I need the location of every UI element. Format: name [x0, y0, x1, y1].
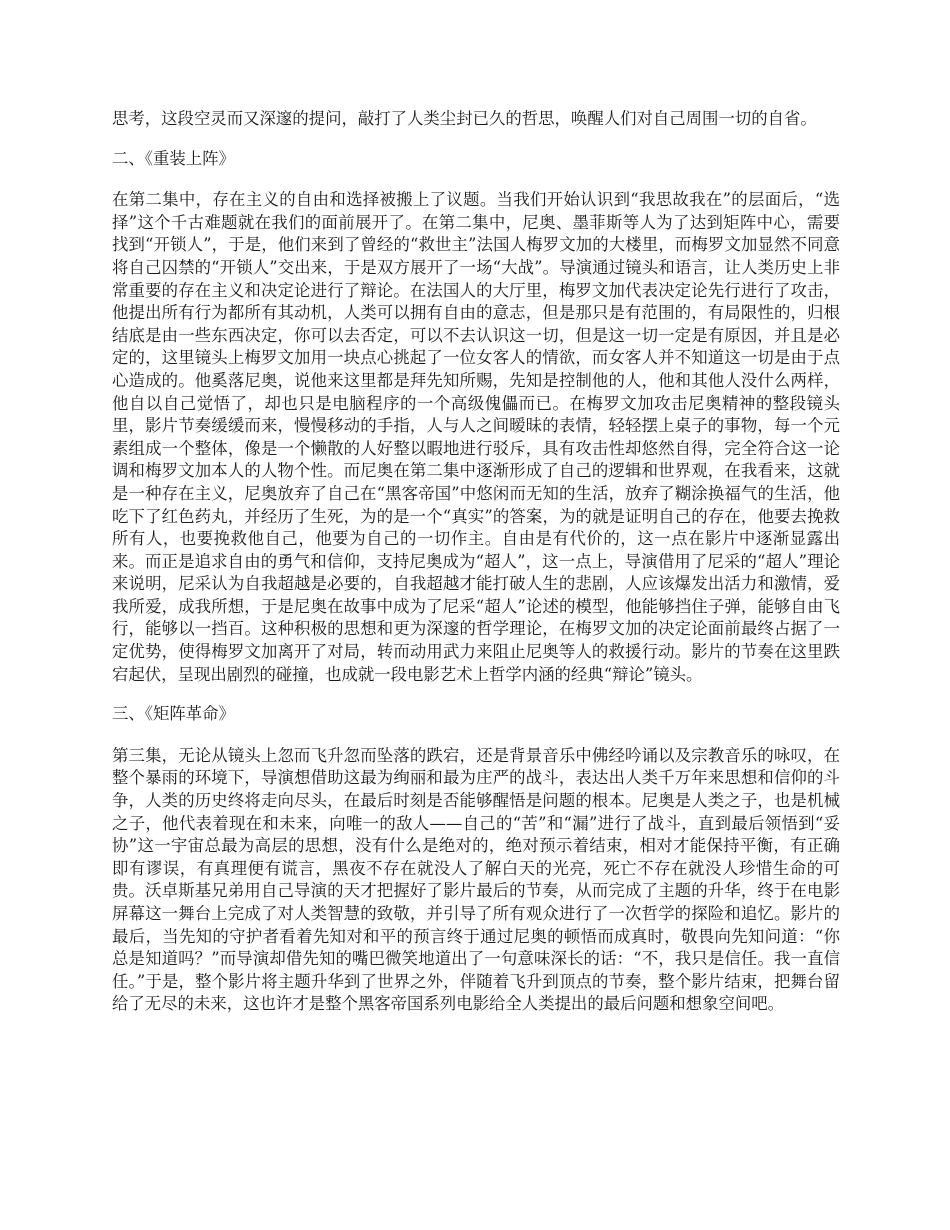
spacer [112, 170, 840, 189]
spacer [112, 686, 840, 703]
spacer [112, 726, 840, 745]
document-page [112, 108, 840, 1016]
section-paragraph-2: 在第二集中，存在主义的自由和选择被搬上了议题。当我们开始认识到“我思故我在”的层面后，“选择”这个千古难题就在我们的面前展开了。在第二集中，尼奥、墨菲斯等人为了达到矩阵中心，需要找到“开锁人”，于是，他们来到了曾经的“救世主”法国人梅罗文加的大楼里，而梅罗文加显然不同意将自己囚禁的“开锁人”交出来，于是双方展开了一场“大战”。导演通过镜头和语言，让人类历史上非常重要的存在主义和决定论进行了辩论。在法国人的大厅里，梅罗文加代表决定论先行进行了攻击，他提出所有行为都所有其动机，人类可以拥有自由的意志，但是那只是有范围的，有局限性的，归根结底是由一些东西决定，你可以去否定，可以不去认识这一切，但是这一切一定是有原因，并且是必定的，这里镜头上梅罗文加用一块点心挑起了一位女客人的情欲，而女客人并不知道这一切是由于点心造成的。他奚落尼奥，说他来这里都是拜先知所赐，先知是控制他的人，他和其他人没什么两样，他自以自己觉悟了，却也只是电脑程序的一个高级傀儡而已。在梅罗文加攻击尼奥精神的整段镜头里，影片节奏缓缓而来，慢慢移动的手指，人与人之间暧昧的表情，轻轻摆上桌子的事物，每一个元素组成一个整体，像是一个懒散的人好整以暇地进行驳斥，具有攻击性却悠然自得，完全符合这一论调和梅罗文加本人的人物个性。而尼奥在第二集中逐渐形成了自己的逻辑和世界观，在我看来，这就是一种存在主义，尼奥放弃了自己在“黑客帝国”中悠闲而无知的生活，放弃了糊涂换福气的生活，他吃下了红色药丸，并经历了生死，为的是一个“真实”的答案，为的就是证明自己的存在，他要去挽救所有人，也要挽救他自己，他要为自己的一切作主。自由是有代价的，这一点在影片中逐渐显露出来。而正是追求自由的勇气和信仰，支持尼奥成为“超人”，这一点上，导演借用了尼采的“超人”理论来说明，尼采认为自我超越是必要的，自我超越才能打破人生的悲剧，人应该爆发出活力和激情，爱我所爱，成我所想，于是尼奥在故事中成为了尼采“超人”论述的模型，他能够挡住子弹，能够自由飞行，能够以一挡百。这种积极的思想和更为深邃的哲学理论，在梅罗文加的决定论面前最终占据了一定优势，使得梅罗文加离开了对局，转而动用武力来阻止尼奥等人的救援行动。影片的节奏在这里跌宕起伏，呈现出剧烈的碰撞，也成就一段电影艺术上哲学内涵的经典“辩论”镜头。 [112, 190, 840, 684]
intro-paragraph: 思考，这段空灵而又深邃的提问，敲打了人类尘封已久的哲思，唤醒人们对自己周围一切的自省。 [112, 109, 817, 128]
section-paragraph-3: 第三集，无论从镜头上忽而飞升忽而坠落的跌宕，还是背景音乐中佛经吟诵以及宗教音乐的咏叹，在整个暴雨的环境下，导演想借助这最为绚丽和最为庄严的战斗，表达出人类千万年来思想和信仰的斗争，人类的历史终将走向尽头，在最后时刻是否能够醒悟是问题的根本。尼奥是人类之子，也是机械之子，他代表着现在和未来，向唯一的敌人——自己的“苦”和“漏”进行了战斗，直到最后领悟到“妥协”这一宇宙总最为高层的思想，没有什么是绝对的，绝对预示着结束，相对才能保持平衡，有正确即有谬误，有真理便有谎言，黑夜不存在就没人了解白天的光亮，死亡不存在就没人珍惜生命的可贵。沃卓斯基兄弟用自己导演的天才把握好了影片最后的节奏，从而完成了主题的升华，终于在电影屏幕这一舞台上完成了对人类智慧的致敬，并引导了所有观众进行了一次哲学的探险和追忆。影片的最后，当先知的守护者看着先知对和平的预言终于通过尼奥的顿悟而成真时，敬畏向先知问道：“你总是知道吗？”而导演却借先知的嘴巴微笑地道出了一句意味深长的话：“不，我只是信任。我一直信任。”于是，整个影片将主题升华到了世界之外，伴随着飞升到顶点的节奏，整个影片结束，把舞台留给了无尽的未来，这也许才是整个黑客帝国系列电影给全人类提出的最后问题和想象空间吧。 [112, 745, 840, 1014]
spacer [112, 131, 840, 148]
section-heading-2: 二、《重装上阵》 [112, 148, 235, 168]
section-heading-3: 三、《矩阵革命》 [112, 704, 235, 724]
